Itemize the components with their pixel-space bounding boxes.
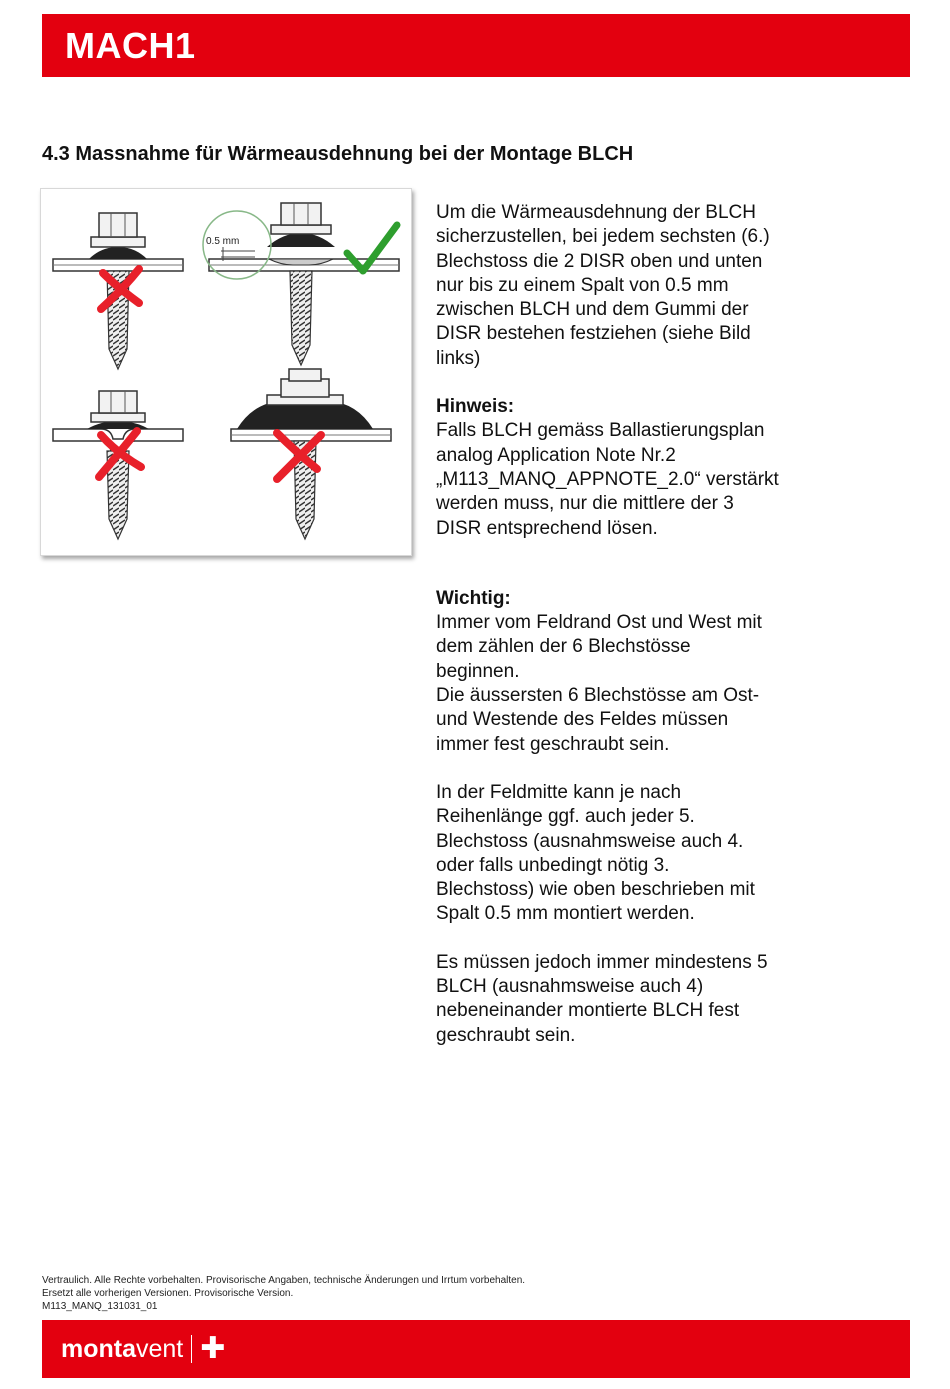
swiss-cross-icon: ✚ (200, 1332, 226, 1365)
gap-label: 0.5 mm (206, 236, 240, 247)
footer-line-2: Ersetzt alle vorherigen Versionen. Provisorische Version. (42, 1288, 294, 1299)
screw-bottom-right (231, 369, 391, 539)
section-heading: 4.3 Massnahme für Wärmeausdehnung bei der Montage BLCH (42, 143, 634, 165)
screw-bottom-left (53, 391, 183, 539)
header-title: MACH1 (65, 25, 196, 66)
final-paragraph: Es müssen jedoch immer mindestens 5 BLCH (ausnahmsweise auch 4) nebeneinander montierte BLCH fest geschraubt sein. (436, 951, 768, 1046)
screw-illustration (40, 188, 412, 556)
instruction-text (436, 201, 786, 1048)
intro-paragraph: Um die Wärmeausdehnung der BLCH sicherzustellen, bei jedem sechsten (6.) Blechstoss die 2 DISR oben und unten nur bis zu einem Spalt von 0.5 mm zwischen BLCH und dem Gummi der DISR bestehen festziehen (siehe Bild links) (436, 202, 770, 369)
montavent-logo (61, 1334, 225, 1364)
note-label: Hinweis: (436, 396, 515, 418)
screw-top-right (203, 203, 399, 365)
logo-text-light: vent (136, 1335, 184, 1363)
logo-divider (191, 1335, 192, 1363)
note-paragraph: Falls BLCH gemäss Ballastierungsplan analog Application Note Nr.2 „M113_MANQ_APPNOTE_2.0“ verstärkt werden muss, nur die mittlere der 3 DISR entsprechend lösen. (436, 420, 779, 539)
footer-line-3: M113_MANQ_131031_01 (42, 1301, 158, 1312)
important-paragraph: Immer vom Feldrand Ost und West mit dem zählen der 6 Blechstösse beginnen. Die äussersten 6 Blechstösse am Ost- und Westende des Feldes müssen immer fest geschraubt sein. (436, 612, 762, 755)
footer-disclaimer (42, 1274, 525, 1313)
footer-line-1: Vertraulich. Alle Rechte vorbehalten. Provisorische Angaben, technische Änderungen und Irrtum vorbehalten. (42, 1275, 526, 1286)
middle-paragraph: In der Feldmitte kann je nach Reihenlänge ggf. auch jeder 5. Blechstoss (ausnahmsweise auch 4. oder falls unbedingt nötig 3. Blechstoss) wie oben beschrieben mit Spalt 0.5 mm montiert werden. (436, 781, 755, 925)
important-label: Wichtig: (436, 587, 511, 609)
logo-text-bold: monta (61, 1335, 136, 1363)
footer-bar (42, 1320, 910, 1378)
header-bar (42, 14, 910, 77)
